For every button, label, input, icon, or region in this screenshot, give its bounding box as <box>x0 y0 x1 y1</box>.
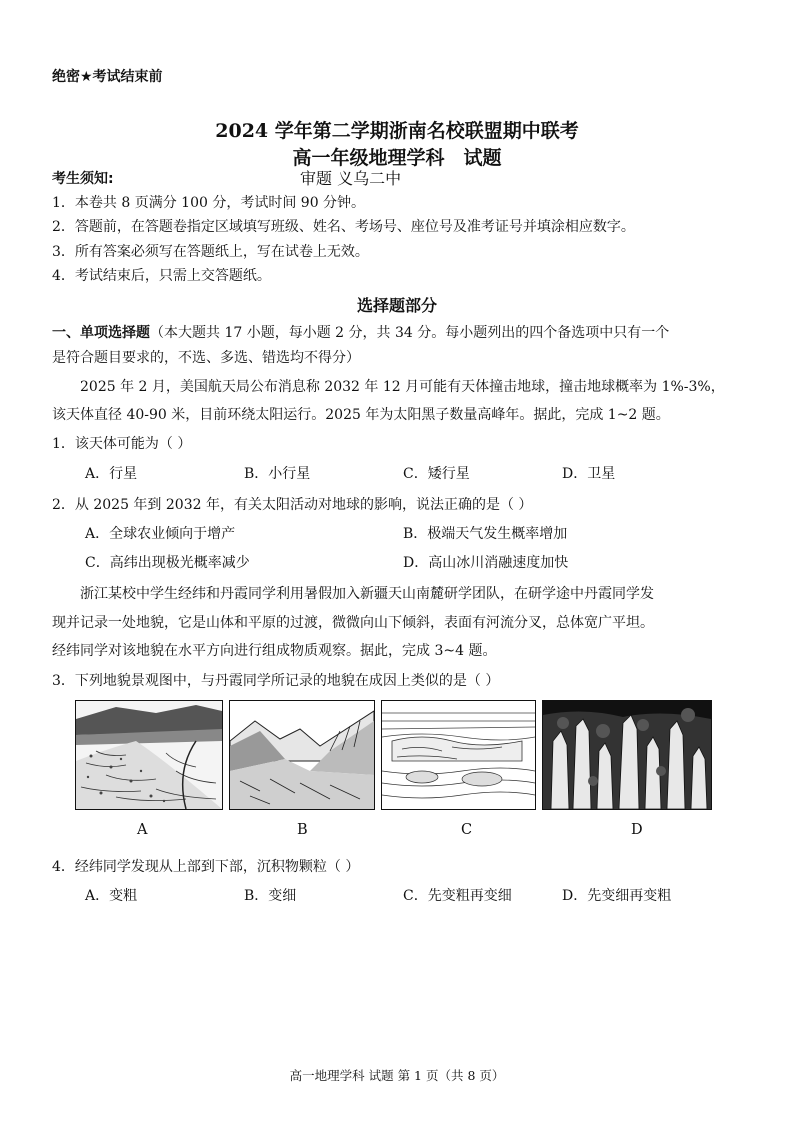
option-a[interactable]: A．行星 <box>85 466 138 482</box>
option-b[interactable]: B．变细 <box>244 888 297 904</box>
confidential-label: 绝密★考试结束前 <box>52 69 163 85</box>
passage-text: 2025 年 2 月，美国航天局公布消息称 2032 年 12 月可能有天体撞击地球，撞击地球概率为 1%-3%， <box>80 379 725 395</box>
notice-item: 1．本卷共 8 页满分 100 分，考试时间 90 分钟。 <box>52 195 366 211</box>
landscape-image-b[interactable] <box>229 700 375 810</box>
option-b[interactable]: B．小行星 <box>244 466 311 482</box>
exam-title: 2024 学年第二学期浙南名校联盟期中联考 <box>215 120 579 142</box>
part-heading: 一、单项选择题 <box>52 325 150 341</box>
image-label-c: C <box>461 822 473 838</box>
question-stem: 4．经纬同学发现从上部到下部，沉积物颗粒（ ） <box>52 859 360 875</box>
landscape-image-d[interactable] <box>542 700 712 810</box>
notice-heading: 考生须知: <box>52 171 114 187</box>
image-label-a: A <box>137 822 148 838</box>
option-c[interactable]: C．矮行星 <box>403 466 470 482</box>
option-d[interactable]: D．高山冰川消融速度加快 <box>403 555 569 571</box>
question-stem: 3．下列地貌景观图中，与丹霞同学所记录的地貌在成因上类似的是（ ） <box>52 673 500 689</box>
alluvial-fan-sketch <box>76 701 222 809</box>
image-label-b: B <box>297 822 308 838</box>
question-stem: 1．该天体可能为（ ） <box>52 436 192 452</box>
notice-item: 2．答题前，在答题卷指定区域填写班级、姓名、考场号、座位号及准考证号并填涂相应数字。 <box>52 219 635 235</box>
passage-text: 现并记录一处地貌，它是山体和平原的过渡，微微向山下倾斜，表面有河流分叉，总体宽广平坦。 <box>52 615 654 631</box>
notice-item: 3．所有答案必须写在答题纸上，写在试卷上无效。 <box>52 244 369 260</box>
option-b[interactable]: B．极端天气发生概率增加 <box>403 526 568 542</box>
part-description: （本大题共 17 小题，每小题 2 分，共 34 分。每小题列出的四个备选项中只有一个 <box>150 325 670 341</box>
stone-forest-sketch <box>543 701 711 809</box>
passage-text: 浙江某校中学生经纬和丹霞同学利用暑假加入新疆天山南麓研学团队，在研学途中丹霞同学发 <box>80 586 654 602</box>
option-c[interactable]: C．高纬出现极光概率减少 <box>85 555 250 571</box>
mountain-valley-sketch <box>230 701 374 809</box>
option-a[interactable]: A．全球农业倾向于增产 <box>85 526 236 542</box>
option-d[interactable]: D．卫星 <box>562 466 616 482</box>
river-terrace-sketch <box>382 701 535 809</box>
landscape-image-c[interactable] <box>381 700 536 810</box>
passage-text: 经纬同学对该地貌在水平方向进行组成物质观察。据此，完成 3~4 题。 <box>52 643 497 659</box>
option-c[interactable]: C．先变粗再变细 <box>403 888 512 904</box>
exam-subtitle: 高一年级地理学科 试题 <box>292 147 502 169</box>
image-label-d: D <box>631 822 643 838</box>
section-title: 选择题部分 <box>356 296 437 315</box>
page-footer: 高一地理学科 试题 第 1 页（共 8 页） <box>289 1068 505 1083</box>
part-description-cont: 是符合题目要求的，不选、多选、错选均不得分） <box>52 350 360 366</box>
option-d[interactable]: D．先变细再变粗 <box>562 888 672 904</box>
passage-text: 该天体直径 40-90 米，目前环绕太阳运行。2025 年为太阳黑子数量高峰年。据此，完成 1~2 题。 <box>52 407 670 423</box>
option-a[interactable]: A．变粗 <box>85 888 138 904</box>
question-stem: 2．从 2025 年到 2032 年，有关太阳活动对地球的影响，说法正确的是（ ） <box>52 497 533 513</box>
landscape-image-a[interactable] <box>75 700 223 810</box>
notice-item: 4．考试结束后，只需上交答题纸。 <box>52 268 271 284</box>
reviewer: 审题 义乌二中 <box>300 169 402 188</box>
